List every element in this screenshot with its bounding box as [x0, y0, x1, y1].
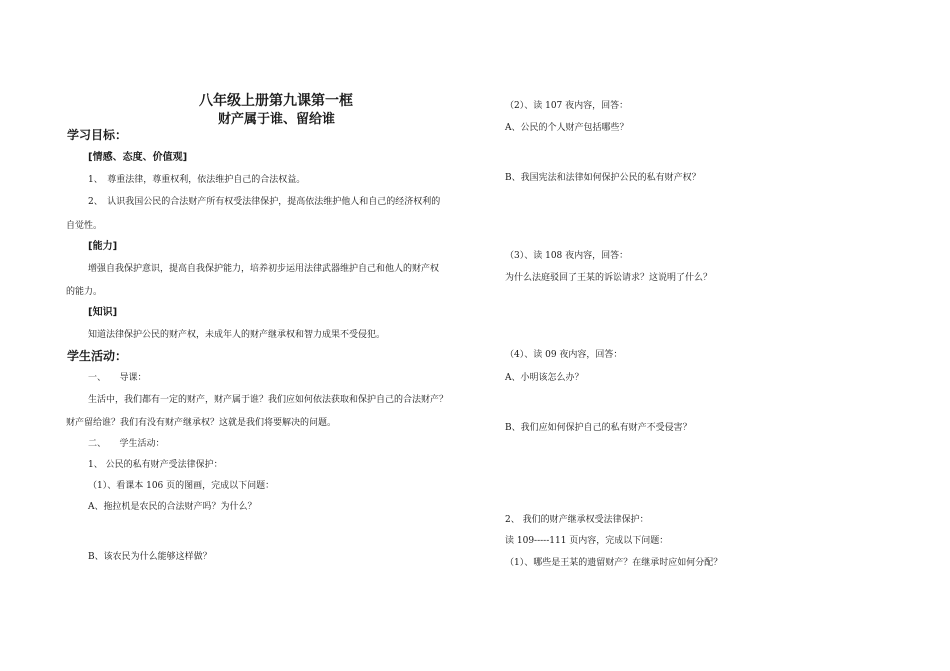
- question-5: （1）、哪些是王某的遗留财产？在继承时应如何分配？: [505, 558, 723, 568]
- objectives-heading: 学习目标：: [67, 128, 128, 142]
- read-instruction-2: 读 109-----111 页内容，完成以下问题：: [505, 536, 669, 546]
- emotion-item-2: 2、 认识我国公民的合法财产所有权受法律保护，提高依法维护他人和自己的经济权利的: [88, 197, 441, 207]
- question-1b: B、该农民为什么能够这样做？: [88, 552, 212, 562]
- knowledge-line: 知道法律保护公民的财产权，未成年人的财产继承权和智力成果不受侵犯。: [88, 330, 386, 340]
- ability-line-2: 的能力。: [66, 287, 103, 297]
- question-1: （1）、看课本 106 页的图画，完成以下问题：: [88, 481, 275, 491]
- question-4a: A、小明该怎么办？: [505, 373, 584, 383]
- ability-line-1: 增强自我保护意识，提高自我保护能力，培养初步运用法律武器维护自己和他人的财产权: [88, 264, 440, 274]
- question-2: （2）、读 107 夜内容，回答：: [505, 101, 629, 111]
- question-4b: B、我们应如何保护自己的私有财产不受侵害？: [505, 423, 692, 433]
- page-subtitle: 财产属于谁、留给谁: [218, 112, 336, 127]
- point-2: 2、 我们的财产继承权受法律保护：: [505, 515, 649, 525]
- question-1a: A、拖拉机是农民的合法财产吗？为什么？: [88, 502, 257, 512]
- activity-label: 二、 学生活动：: [88, 439, 165, 449]
- intro-line-1: 生活中，我们都有一定的财产，财产属于谁？我们应如何依法获取和保护自己的合法财产？: [88, 395, 449, 405]
- section-knowledge-heading: [知识]: [88, 307, 118, 318]
- section-ability-heading: [能力]: [88, 241, 118, 252]
- intro-label: 一、 导课：: [88, 373, 147, 383]
- emotion-item-2-cont: 自觉性。: [66, 221, 103, 231]
- section-emotion-heading: [情感、态度、价值观]: [88, 152, 188, 163]
- point-1: 1、 公民的私有财产受法律保护：: [88, 460, 223, 470]
- question-2b: B、我国宪法和法律如何保护公民的私有财产权？: [505, 173, 701, 183]
- activities-heading: 学生活动：: [67, 349, 128, 363]
- emotion-item-1: 1、 尊重法律，尊重权利，依法维护自己的合法权益。: [88, 175, 306, 185]
- question-3: （3）、读 108 夜内容，回答：: [505, 251, 629, 261]
- question-2a: A、公民的个人财产包括哪些？: [505, 123, 629, 133]
- question-4: （4）、读 09 夜内容，回答：: [505, 350, 623, 360]
- page-title: 八年级上册第九课第一框: [199, 93, 353, 109]
- intro-line-2: 财产留给谁？我们有没有财产继承权？这就是我们将要解决的问题。: [66, 418, 337, 428]
- question-3a: 为什么法庭驳回了王某的诉讼请求？这说明了什么？: [505, 273, 713, 283]
